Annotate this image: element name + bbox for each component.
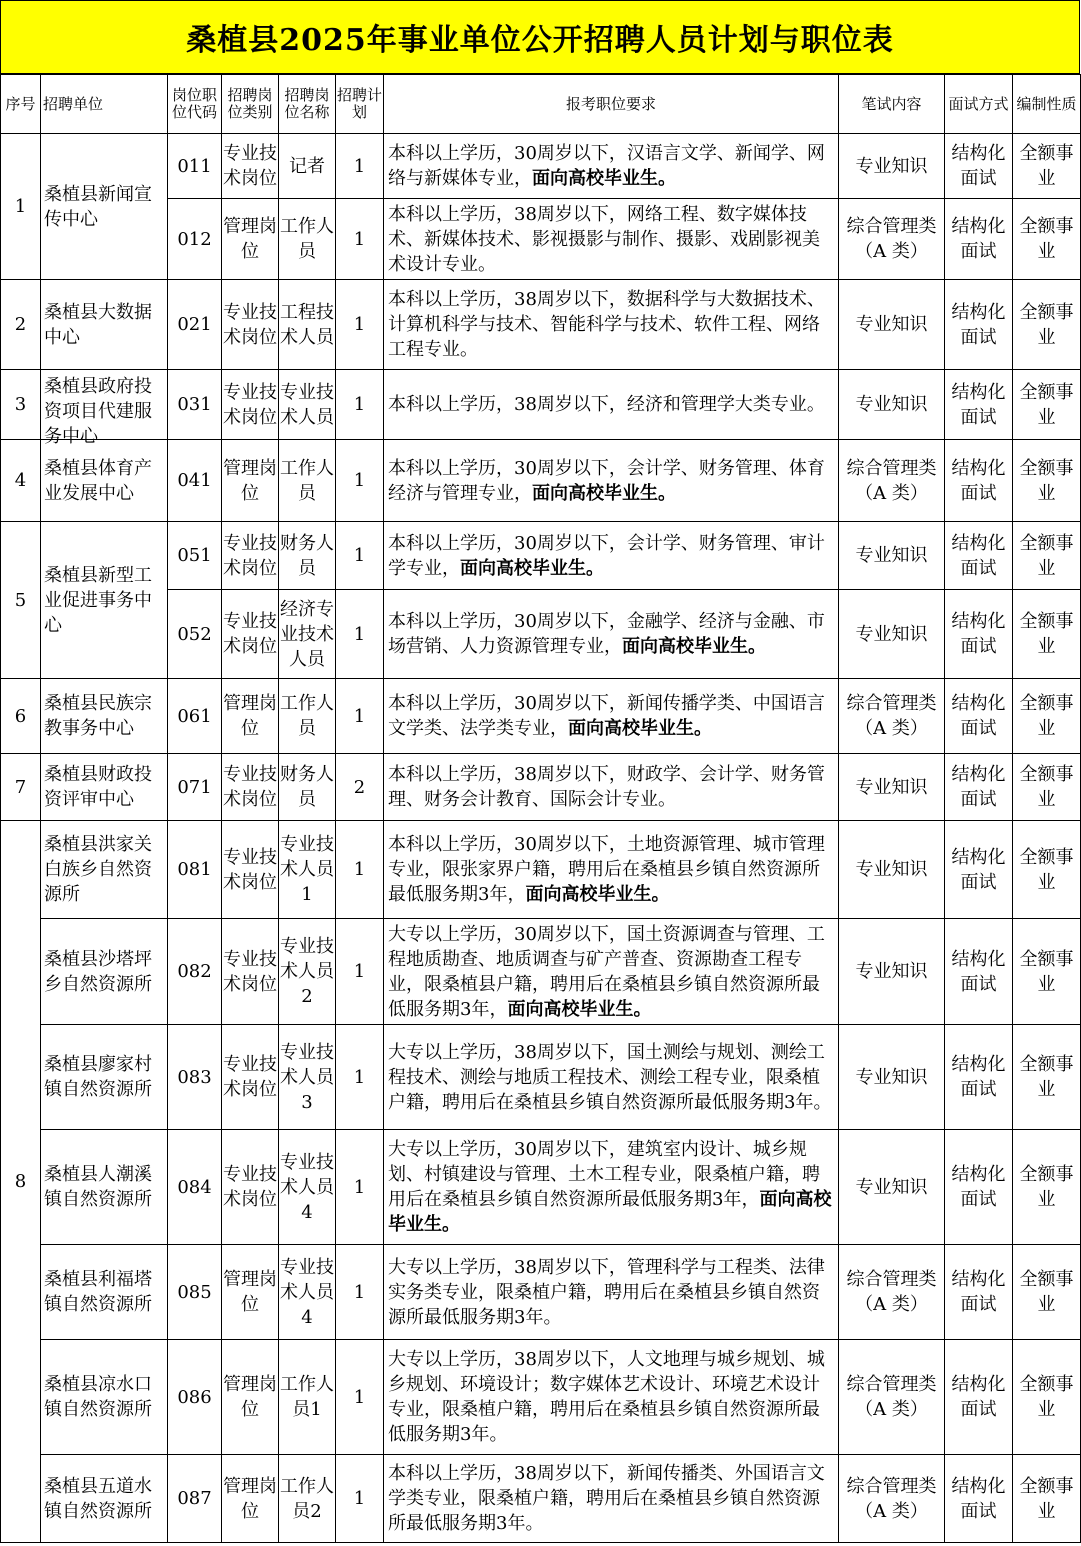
- requirements-cell: 本科以上学历，38周岁以下，经济和管理学大类专业。: [384, 370, 839, 440]
- header-unit: 招聘单位: [41, 75, 168, 134]
- unit-cell: 桑植县大数据中心: [41, 280, 168, 370]
- header-code: 岗位职位代码: [168, 75, 222, 134]
- post-cell: 经济专业技术人员: [279, 590, 336, 679]
- post-cell: 记者: [279, 134, 336, 199]
- code-cell: 052: [168, 590, 222, 679]
- exam-cell: 专业知识: [839, 280, 945, 370]
- requirements-cell: 大专以上学历，30周岁以下，建筑室内设计、城乡规划、村镇建设与管理、土木工程专业，限桑植户籍，聘用后在桑植县乡镇自然资源所最低服务期3年，面向高校毕业生。: [384, 1130, 839, 1245]
- plan-cell: 1: [336, 1340, 384, 1455]
- unit-cell: 桑植县利福塔镇自然资源所: [41, 1245, 168, 1340]
- table-row: [1, 679, 1081, 754]
- post-cell: 专业技术人员: [279, 370, 336, 440]
- requirements-cell: 大专以上学历，38周岁以下，人文地理与城乡规划、城乡规划、环境设计；数字媒体艺术设计、环境艺术设计专业，限桑植户籍，聘用后在桑植县乡镇自然资源所最低服务期3年。: [384, 1340, 839, 1455]
- exam-cell: 专业知识: [839, 821, 945, 919]
- plan-cell: 1: [336, 919, 384, 1025]
- seq-cell: 3: [1, 370, 41, 440]
- plan-cell: 1: [336, 1025, 384, 1130]
- table-row: [1, 1245, 1081, 1340]
- nature-cell: 全额事业: [1013, 1245, 1081, 1340]
- requirements-cell: 本科以上学历，38周岁以下，新闻传播类、外国语言文学类专业，限桑植户籍，聘用后在桑植县乡镇自然资源所最低服务期3年。: [384, 1455, 839, 1543]
- interview-cell: 结构化面试: [945, 679, 1013, 754]
- exam-cell: 综合管理类（A 类）: [839, 679, 945, 754]
- seq-cell: 4: [1, 440, 41, 522]
- code-cell: 031: [168, 370, 222, 440]
- nature-cell: 全额事业: [1013, 590, 1081, 679]
- exam-cell: 综合管理类（A 类）: [839, 1340, 945, 1455]
- table-row: [1, 919, 1081, 1025]
- nature-cell: 全额事业: [1013, 440, 1081, 522]
- header-row: [1, 75, 1081, 134]
- table-row: [1, 370, 1081, 440]
- plan-cell: 1: [336, 590, 384, 679]
- requirements-cell: 本科以上学历，38周岁以下，网络工程、数字媒体技术、新媒体技术、影视摄影与制作、摄影、戏剧影视美术设计专业。: [384, 199, 839, 280]
- plan-cell: 1: [336, 821, 384, 919]
- code-cell: 087: [168, 1455, 222, 1543]
- code-cell: 041: [168, 440, 222, 522]
- nature-cell: 全额事业: [1013, 522, 1081, 590]
- plan-cell: 2: [336, 754, 384, 821]
- interview-cell: 结构化面试: [945, 440, 1013, 522]
- interview-cell: 结构化面试: [945, 1340, 1013, 1455]
- code-cell: 083: [168, 1025, 222, 1130]
- table-row: [1, 1455, 1081, 1543]
- unit-cell: 桑植县凉水口镇自然资源所: [41, 1340, 168, 1455]
- seq-cell: 8: [1, 821, 41, 1543]
- interview-cell: 结构化面试: [945, 754, 1013, 821]
- seq-cell: 6: [1, 679, 41, 754]
- interview-cell: 结构化面试: [945, 134, 1013, 199]
- table-row: [1, 440, 1081, 522]
- unit-cell: 桑植县体育产业发展中心: [41, 440, 168, 522]
- header-plan: 招聘计划: [336, 75, 384, 134]
- category-cell: 专业技术岗位: [222, 370, 279, 440]
- category-cell: 专业技术岗位: [222, 590, 279, 679]
- post-cell: 工作人员1: [279, 1340, 336, 1455]
- nature-cell: 全额事业: [1013, 280, 1081, 370]
- unit-cell: 桑植县人潮溪镇自然资源所: [41, 1130, 168, 1245]
- interview-cell: 结构化面试: [945, 1245, 1013, 1340]
- requirements-cell: 本科以上学历，30周岁以下，土地资源管理、城市管理专业，限张家界户籍，聘用后在桑植县乡镇自然资源所最低服务期3年，面向高校毕业生。: [384, 821, 839, 919]
- interview-cell: 结构化面试: [945, 590, 1013, 679]
- interview-cell: 结构化面试: [945, 1455, 1013, 1543]
- requirements-cell: 大专以上学历，38周岁以下，国土测绘与规划、测绘工程技术、测绘与地质工程技术、测绘工程专业，限桑植户籍，聘用后在桑植县乡镇自然资源所最低服务期3年。: [384, 1025, 839, 1130]
- header-requirements: 报考职位要求: [384, 75, 839, 134]
- exam-cell: 专业知识: [839, 370, 945, 440]
- header-nature: 编制性质: [1013, 75, 1081, 134]
- post-cell: 专业技术人员4: [279, 1245, 336, 1340]
- requirements-cell: 大专以上学历，30周岁以下，国土资源调查与管理、工程地质勘查、地质调查与矿产普查、资源勘查工程专业，限桑植县户籍，聘用后在桑植县乡镇自然资源所最低服务期3年，面向高校毕业生。: [384, 919, 839, 1025]
- code-cell: 071: [168, 754, 222, 821]
- unit-cell: 桑植县新闻宣传中心: [41, 134, 168, 280]
- code-cell: 011: [168, 134, 222, 199]
- unit-cell: 桑植县洪家关白族乡自然资源所: [41, 821, 168, 919]
- exam-cell: 综合管理类（A 类）: [839, 440, 945, 522]
- plan-cell: 1: [336, 1245, 384, 1340]
- nature-cell: 全额事业: [1013, 821, 1081, 919]
- category-cell: 专业技术岗位: [222, 821, 279, 919]
- exam-cell: 综合管理类（A 类）: [839, 199, 945, 280]
- table-row: [1, 821, 1081, 919]
- nature-cell: 全额事业: [1013, 754, 1081, 821]
- code-cell: 081: [168, 821, 222, 919]
- unit-cell: 桑植县民族宗教事务中心: [41, 679, 168, 754]
- code-cell: 021: [168, 280, 222, 370]
- interview-cell: 结构化面试: [945, 280, 1013, 370]
- seq-cell: 2: [1, 280, 41, 370]
- post-cell: 工作人员: [279, 440, 336, 522]
- post-cell: 财务人员: [279, 522, 336, 590]
- category-cell: 专业技术岗位: [222, 280, 279, 370]
- post-cell: 工作人员2: [279, 1455, 336, 1543]
- table-row: [1, 1130, 1081, 1245]
- code-cell: 061: [168, 679, 222, 754]
- header-post: 招聘岗位名称: [279, 75, 336, 134]
- category-cell: 专业技术岗位: [222, 919, 279, 1025]
- plan-cell: 1: [336, 370, 384, 440]
- plan-cell: 1: [336, 134, 384, 199]
- post-cell: 财务人员: [279, 754, 336, 821]
- category-cell: 专业技术岗位: [222, 1025, 279, 1130]
- nature-cell: 全额事业: [1013, 199, 1081, 280]
- interview-cell: 结构化面试: [945, 199, 1013, 280]
- code-cell: 012: [168, 199, 222, 280]
- recruitment-table: [0, 74, 1081, 1543]
- nature-cell: 全额事业: [1013, 134, 1081, 199]
- header-category: 招聘岗位类别: [222, 75, 279, 134]
- nature-cell: 全额事业: [1013, 919, 1081, 1025]
- code-cell: 084: [168, 1130, 222, 1245]
- exam-cell: 专业知识: [839, 522, 945, 590]
- nature-cell: 全额事业: [1013, 1130, 1081, 1245]
- requirements-cell: 本科以上学历，38周岁以下，数据科学与大数据技术、计算机科学与技术、智能科学与技术、软件工程、网络工程专业。: [384, 280, 839, 370]
- interview-cell: 结构化面试: [945, 370, 1013, 440]
- table-row: [1, 1340, 1081, 1455]
- post-cell: 专业技术人员4: [279, 1130, 336, 1245]
- post-cell: 工程技术人员: [279, 280, 336, 370]
- post-cell: 专业技术人员2: [279, 919, 336, 1025]
- interview-cell: 结构化面试: [945, 1025, 1013, 1130]
- plan-cell: 1: [336, 199, 384, 280]
- unit-cell: 桑植县政府投资项目代建服务中心: [41, 370, 168, 440]
- exam-cell: 专业知识: [839, 134, 945, 199]
- code-cell: 082: [168, 919, 222, 1025]
- plan-cell: 1: [336, 280, 384, 370]
- plan-cell: 1: [336, 1455, 384, 1543]
- nature-cell: 全额事业: [1013, 679, 1081, 754]
- category-cell: 管理岗位: [222, 1455, 279, 1543]
- requirements-cell: 本科以上学历，30周岁以下，新闻传播学类、中国语言文学类、法学类专业，面向高校毕业生。: [384, 679, 839, 754]
- interview-cell: 结构化面试: [945, 919, 1013, 1025]
- page-title: 桑植县2025年事业单位公开招聘人员计划与职位表: [0, 0, 1080, 74]
- unit-cell: 桑植县廖家村镇自然资源所: [41, 1025, 168, 1130]
- interview-cell: 结构化面试: [945, 1130, 1013, 1245]
- code-cell: 085: [168, 1245, 222, 1340]
- exam-cell: 专业知识: [839, 919, 945, 1025]
- nature-cell: 全额事业: [1013, 1340, 1081, 1455]
- category-cell: 专业技术岗位: [222, 754, 279, 821]
- unit-cell: 桑植县财政投资评审中心: [41, 754, 168, 821]
- requirements-cell: 本科以上学历，38周岁以下，财政学、会计学、财务管理、财务会计教育、国际会计专业。: [384, 754, 839, 821]
- plan-cell: 1: [336, 1130, 384, 1245]
- plan-cell: 1: [336, 679, 384, 754]
- category-cell: 管理岗位: [222, 199, 279, 280]
- table-row: [1, 754, 1081, 821]
- interview-cell: 结构化面试: [945, 821, 1013, 919]
- post-cell: 工作人员: [279, 679, 336, 754]
- category-cell: 专业技术岗位: [222, 1130, 279, 1245]
- category-cell: 管理岗位: [222, 1340, 279, 1455]
- unit-cell: 桑植县五道水镇自然资源所: [41, 1455, 168, 1543]
- table-row: [1, 280, 1081, 370]
- category-cell: 管理岗位: [222, 679, 279, 754]
- header-seq: 序号: [1, 75, 41, 134]
- post-cell: 专业技术人员3: [279, 1025, 336, 1130]
- seq-cell: 5: [1, 522, 41, 679]
- category-cell: 管理岗位: [222, 1245, 279, 1340]
- table-row: [1, 522, 1081, 590]
- category-cell: 专业技术岗位: [222, 134, 279, 199]
- seq-cell: 7: [1, 754, 41, 821]
- requirements-cell: 本科以上学历，30周岁以下，会计学、财务管理、体育经济与管理专业，面向高校毕业生。: [384, 440, 839, 522]
- requirements-cell: 大专以上学历，38周岁以下，管理科学与工程类、法律实务类专业，限桑植户籍，聘用后在桑植县乡镇自然资源所最低服务期3年。: [384, 1245, 839, 1340]
- exam-cell: 综合管理类（A 类）: [839, 1245, 945, 1340]
- category-cell: 管理岗位: [222, 440, 279, 522]
- requirements-cell: 本科以上学历，30周岁以下，会计学、财务管理、审计学专业，面向高校毕业生。: [384, 522, 839, 590]
- nature-cell: 全额事业: [1013, 370, 1081, 440]
- exam-cell: 综合管理类（A 类）: [839, 1455, 945, 1543]
- plan-cell: 1: [336, 522, 384, 590]
- nature-cell: 全额事业: [1013, 1025, 1081, 1130]
- post-cell: 工作人员: [279, 199, 336, 280]
- exam-cell: 专业知识: [839, 1025, 945, 1130]
- code-cell: 086: [168, 1340, 222, 1455]
- exam-cell: 专业知识: [839, 754, 945, 821]
- exam-cell: 专业知识: [839, 590, 945, 679]
- post-cell: 专业技术人员1: [279, 821, 336, 919]
- interview-cell: 结构化面试: [945, 522, 1013, 590]
- code-cell: 051: [168, 522, 222, 590]
- exam-cell: 专业知识: [839, 1130, 945, 1245]
- requirements-cell: 本科以上学历，30周岁以下，金融学、经济与金融、市场营销、人力资源管理专业，面向高校毕业生。: [384, 590, 839, 679]
- table-row: [1, 134, 1081, 199]
- header-interview: 面试方式: [945, 75, 1013, 134]
- nature-cell: 全额事业: [1013, 1455, 1081, 1543]
- header-exam: 笔试内容: [839, 75, 945, 134]
- seq-cell: 1: [1, 134, 41, 280]
- unit-cell: 桑植县新型工业促进事务中心: [41, 522, 168, 679]
- requirements-cell: 本科以上学历，30周岁以下，汉语言文学、新闻学、网络与新媒体专业，面向高校毕业生。: [384, 134, 839, 199]
- table-row: [1, 1025, 1081, 1130]
- unit-cell: 桑植县沙塔坪乡自然资源所: [41, 919, 168, 1025]
- category-cell: 专业技术岗位: [222, 522, 279, 590]
- plan-cell: 1: [336, 440, 384, 522]
